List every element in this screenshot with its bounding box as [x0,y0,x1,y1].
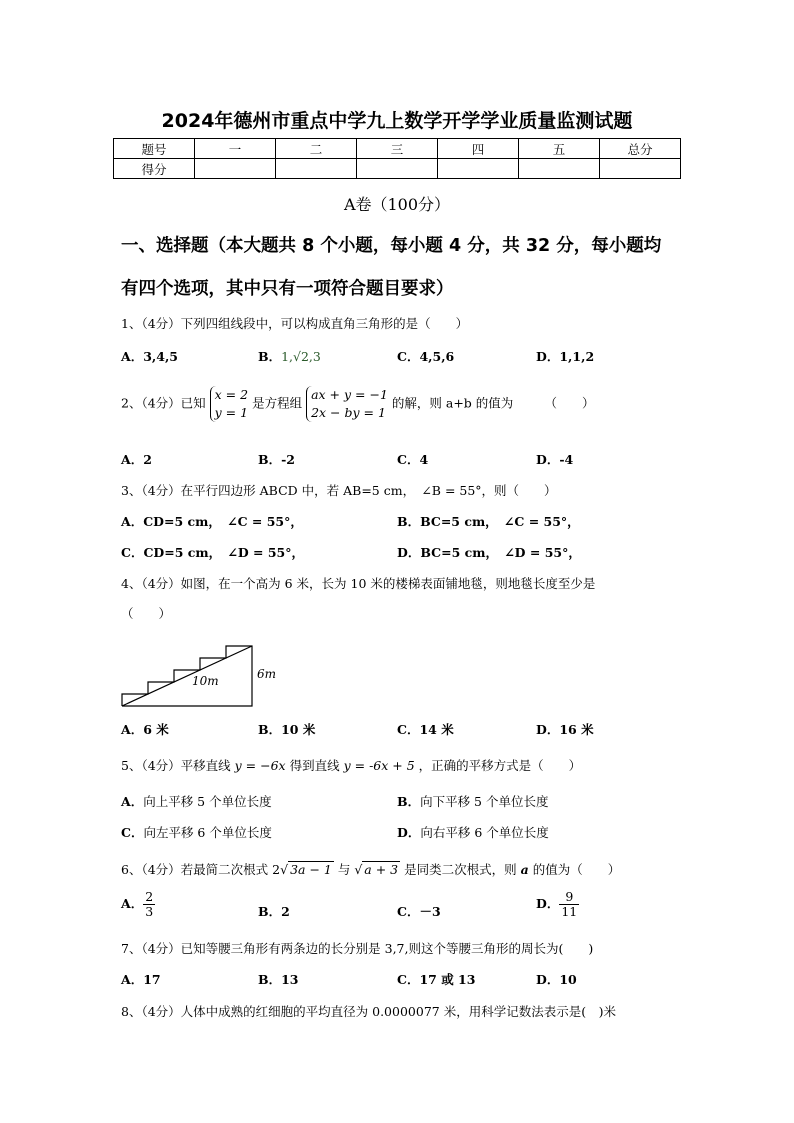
q2-option-c[interactable] [397,450,428,468]
option-letter: B． [397,794,421,809]
equation-line: x = 2 [214,387,249,402]
q3-option-a[interactable] [121,512,303,530]
score-cell[interactable] [600,159,681,179]
option-text: 3,4,5 [143,349,178,364]
stem-part: 是同类二次根式，则 [404,862,517,877]
numerator: 2 [145,889,154,904]
score-cell[interactable] [195,159,276,179]
equation-line: ax + y = −1 [311,387,388,402]
option-letter: C． [397,972,420,987]
radicand-2: a + 3 [364,862,399,877]
q4-option-c[interactable] [397,720,454,738]
q6-option-a[interactable] [121,890,155,919]
stem-part: 与 [337,862,351,877]
staircase-figure [120,638,290,710]
score-row-label: 得分 [114,159,195,179]
option-text: 17 [143,972,161,987]
q1-option-a[interactable] [121,347,178,365]
option-letter: D． [536,452,560,467]
q6-option-c[interactable] [397,902,441,920]
option-text: -4 [559,452,574,467]
score-cell[interactable] [357,159,438,179]
q1-option-d[interactable] [536,347,594,365]
stair-hypotenuse [122,646,252,706]
section-heading-line1: 一、选择题（本大题共 8 个小题，每小题 4 分，共 32 分，每小题均 [121,236,662,256]
question-7-stem: 7、（4分）已知等腰三角形有两条边的长分别是 3,7,则这个等腰三角形的周长为( ) [121,941,594,956]
question-6-stem [121,860,620,878]
option-letter: C． [397,722,420,737]
option-text: －3 [419,904,441,919]
stem-part: 是方程组 [252,395,303,411]
option-text: 向右平移 6 个单位长度 [420,825,549,840]
option-letter: D． [536,895,560,911]
q2-option-b[interactable] [258,450,295,468]
q4-option-b[interactable] [258,720,315,738]
option-text: 向左平移 6 个单位长度 [143,825,272,840]
option-letter: D． [536,722,560,737]
option-text: 1,√2,3 [281,349,321,364]
option-letter: A． [121,972,144,987]
option-letter: D． [397,545,421,560]
option-text: 1,1,2 [559,349,595,364]
option-text: 17 或 13 [419,972,476,987]
option-letter: C． [397,904,420,919]
option-letter: D． [536,972,560,987]
option-text: 向下平移 5 个单位长度 [420,794,549,809]
equation-system-1 [210,386,248,422]
question-4-stem: 4、（4分）如图，在一个高为 6 米，长为 10 米的楼梯表面铺地毯，则地毯长度至少是 [121,576,596,591]
height-label: 6m [257,667,277,681]
score-table-header-row [114,139,681,159]
option-text: 向上平移 5 个单位长度 [143,794,272,809]
option-text: 10 米 [281,722,316,737]
option-text: BC=5 cm， ∠D = 55°， [420,545,581,560]
option-text: CD=5 cm， ∠D = 55°， [143,545,304,560]
stem-part: 6、（4分）若最简二次根式 2 [121,862,281,877]
option-letter: A． [121,349,144,364]
q3-option-c[interactable] [121,543,304,561]
question-4-stem-paren: （ ） [121,606,172,621]
question-1-stem: 1、（4分）下列四组线段中，可以构成直角三角形的是（ ） [121,316,469,331]
fraction [559,890,579,919]
option-letter: B． [258,972,282,987]
option-text: 2 [143,452,152,467]
option-letter: C． [121,545,144,560]
denominator: 11 [561,903,578,919]
option-text: 10 [559,972,577,987]
option-letter: C． [397,452,420,467]
option-letter: D． [397,825,421,840]
q1-option-c[interactable] [397,347,454,365]
q7-option-b[interactable] [258,970,298,988]
q1-option-b[interactable] [258,347,321,365]
radicand-1: 3a − 1 [290,862,332,877]
option-text: 4,5,6 [419,349,455,364]
q2-option-a[interactable] [121,450,152,468]
paper-section-title: A卷（100分） [343,195,451,214]
stem-part: ，正确的平移方式是（ ） [418,758,582,773]
score-header-cell: 题号 [114,139,195,159]
option-letter: B． [397,514,421,529]
score-table-score-row [114,159,681,179]
option-text: 4 [419,452,429,467]
q6-option-b[interactable] [258,902,290,920]
q7-option-a[interactable] [121,970,161,988]
hypotenuse-label: 10m [192,674,219,688]
q5-option-c[interactable] [121,823,272,841]
line-equation-1: y = −6x [234,758,286,773]
option-text: 13 [281,972,299,987]
question-2-stem [121,386,595,422]
question-8-stem: 8、（4分）人体中成熟的红细胞的平均直径为 0.0000077 米，用科学记数法表示是( )米 [121,1004,616,1019]
score-header-cell: 二 [276,139,357,159]
score-header-cell: 总分 [600,139,681,159]
stem-part: 的值为（ ） [532,862,621,877]
option-letter: D． [536,349,560,364]
score-header-cell: 一 [195,139,276,159]
equation-line: y = 1 [214,405,249,421]
section-heading-line2: 有四个选项，其中只有一项符合题目要求） [121,279,454,299]
option-letter: B． [258,722,282,737]
stem-part: 5、（4分）平移直线 [121,758,231,773]
option-text: 16 米 [559,722,594,737]
sqrt-icon: √ [280,862,289,877]
option-letter: A． [121,895,144,911]
equation-system-2 [306,386,388,422]
q4-option-a[interactable] [121,720,169,738]
stem-part: 2、（4分）已知 [121,395,206,411]
sqrt-icon: √ [354,862,363,877]
score-cell[interactable] [276,159,357,179]
question-5-stem [121,756,581,774]
option-letter: C． [397,349,420,364]
stem-part: 得到直线 [289,758,340,773]
denominator: 3 [145,903,154,919]
option-letter: A． [121,722,144,737]
q7-option-c[interactable] [397,970,475,988]
line-equation-2: y = -6x + 5 [343,758,415,773]
option-letter: B． [258,349,282,364]
score-header-cell: 三 [357,139,438,159]
score-cell[interactable] [438,159,519,179]
q3-option-b[interactable] [397,512,580,530]
stem-part: 的解，则 a+b 的值为 （ ） [391,395,595,411]
score-header-cell: 四 [438,139,519,159]
q4-option-d[interactable] [536,720,594,738]
q5-option-a[interactable] [121,792,272,810]
option-letter: A． [121,514,144,529]
option-text: BC=5 cm， ∠C = 55°， [420,514,580,529]
option-letter: B． [258,904,282,919]
variable: a [520,862,529,877]
option-text: CD=5 cm， ∠C = 55°， [143,514,303,529]
option-letter: A． [121,452,144,467]
equation-line: 2x − by = 1 [311,405,386,421]
option-letter: C． [121,825,144,840]
q2-option-d[interactable] [536,450,573,468]
option-text: -2 [281,452,295,467]
score-header-cell: 五 [519,139,600,159]
numerator: 9 [559,890,579,905]
score-cell[interactable] [519,159,600,179]
exam-title: 2024年德州市重点中学九上数学开学学业质量监测试题 [161,110,633,132]
fraction [143,890,155,919]
q5-option-b[interactable] [397,792,548,810]
score-table [113,138,681,179]
option-text: 2 [281,904,290,919]
question-3-stem: 3、（4分）在平行四边形 ABCD 中，若 AB=5 cm， ∠B = 55°，则（ ） [121,483,557,498]
q3-option-d[interactable] [397,543,581,561]
q7-option-d[interactable] [536,970,577,988]
option-letter: B． [258,452,282,467]
q5-option-d[interactable] [397,823,549,841]
option-letter: A． [121,794,144,809]
q6-option-d[interactable] [536,890,579,919]
option-text: 6 米 [143,722,169,737]
option-text: 14 米 [419,722,454,737]
